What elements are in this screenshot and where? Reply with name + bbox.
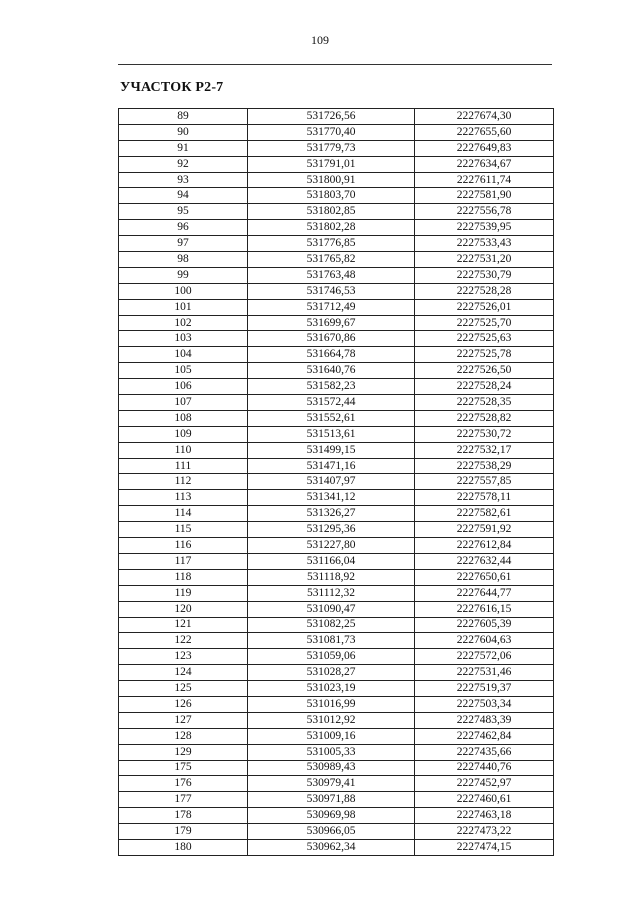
table-row (119, 792, 554, 808)
point-number-cell: 126 (119, 696, 248, 712)
x-coordinate-cell: 531800,91 (248, 172, 415, 188)
point-number-cell: 96 (119, 220, 248, 236)
x-coordinate-cell: 531471,16 (248, 458, 415, 474)
x-coordinate-cell: 531341,12 (248, 490, 415, 506)
point-number-cell: 106 (119, 379, 248, 395)
table-row (119, 188, 554, 204)
y-coordinate-cell: 2227530,79 (415, 267, 554, 283)
y-coordinate-cell: 2227528,28 (415, 283, 554, 299)
x-coordinate-cell: 531023,19 (248, 681, 415, 697)
table-row (119, 522, 554, 538)
y-coordinate-cell: 2227591,92 (415, 522, 554, 538)
table-row (119, 506, 554, 522)
point-number-cell: 129 (119, 744, 248, 760)
table-row (119, 744, 554, 760)
y-coordinate-cell: 2227581,90 (415, 188, 554, 204)
point-number-cell: 98 (119, 252, 248, 268)
x-coordinate-cell: 530971,88 (248, 792, 415, 808)
x-coordinate-cell: 531118,92 (248, 569, 415, 585)
table-row (119, 267, 554, 283)
table-row (119, 109, 554, 125)
y-coordinate-cell: 2227519,37 (415, 681, 554, 697)
point-number-cell: 94 (119, 188, 248, 204)
point-number-cell: 121 (119, 617, 248, 633)
table-row (119, 220, 554, 236)
point-number-cell: 109 (119, 426, 248, 442)
x-coordinate-cell: 530966,05 (248, 824, 415, 840)
table-row (119, 490, 554, 506)
point-number-cell: 125 (119, 681, 248, 697)
y-coordinate-cell: 2227605,39 (415, 617, 554, 633)
point-number-cell: 179 (119, 824, 248, 840)
table-row (119, 728, 554, 744)
y-coordinate-cell: 2227525,70 (415, 315, 554, 331)
x-coordinate-cell: 530979,41 (248, 776, 415, 792)
table-row (119, 410, 554, 426)
section-title: УЧАСТОК Р2-7 (120, 80, 224, 95)
y-coordinate-cell: 2227460,61 (415, 792, 554, 808)
point-number-cell: 116 (119, 538, 248, 554)
y-coordinate-cell: 2227612,84 (415, 538, 554, 554)
point-number-cell: 123 (119, 649, 248, 665)
y-coordinate-cell: 2227452,97 (415, 776, 554, 792)
x-coordinate-cell: 531582,23 (248, 379, 415, 395)
table-row (119, 140, 554, 156)
y-coordinate-cell: 2227528,35 (415, 395, 554, 411)
table-row (119, 172, 554, 188)
point-number-cell: 176 (119, 776, 248, 792)
point-number-cell: 102 (119, 315, 248, 331)
x-coordinate-cell: 531640,76 (248, 363, 415, 379)
table-row (119, 395, 554, 411)
x-coordinate-cell: 531791,01 (248, 156, 415, 172)
x-coordinate-cell: 531726,56 (248, 109, 415, 125)
y-coordinate-cell: 2227440,76 (415, 760, 554, 776)
point-number-cell: 115 (119, 522, 248, 538)
table-row (119, 712, 554, 728)
y-coordinate-cell: 2227578,11 (415, 490, 554, 506)
y-coordinate-cell: 2227644,77 (415, 585, 554, 601)
point-number-cell: 177 (119, 792, 248, 808)
y-coordinate-cell: 2227526,50 (415, 363, 554, 379)
y-coordinate-cell: 2227473,22 (415, 824, 554, 840)
y-coordinate-cell: 2227611,74 (415, 172, 554, 188)
point-number-cell: 99 (119, 267, 248, 283)
y-coordinate-cell: 2227655,60 (415, 124, 554, 140)
y-coordinate-cell: 2227474,15 (415, 839, 554, 855)
point-number-cell: 128 (119, 728, 248, 744)
table-row (119, 283, 554, 299)
x-coordinate-cell: 531763,48 (248, 267, 415, 283)
x-coordinate-cell: 531802,85 (248, 204, 415, 220)
y-coordinate-cell: 2227649,83 (415, 140, 554, 156)
point-number-cell: 97 (119, 236, 248, 252)
x-coordinate-cell: 531770,40 (248, 124, 415, 140)
point-number-cell: 107 (119, 395, 248, 411)
x-coordinate-cell: 531005,33 (248, 744, 415, 760)
y-coordinate-cell: 2227582,61 (415, 506, 554, 522)
table-row (119, 776, 554, 792)
table-row (119, 204, 554, 220)
x-coordinate-cell: 531779,73 (248, 140, 415, 156)
point-number-cell: 175 (119, 760, 248, 776)
table-row (119, 617, 554, 633)
point-number-cell: 108 (119, 410, 248, 426)
x-coordinate-cell: 531572,44 (248, 395, 415, 411)
x-coordinate-cell: 531295,36 (248, 522, 415, 538)
table-row (119, 824, 554, 840)
table-row (119, 569, 554, 585)
y-coordinate-cell: 2227525,78 (415, 347, 554, 363)
table-row (119, 808, 554, 824)
x-coordinate-cell: 531746,53 (248, 283, 415, 299)
point-number-cell: 120 (119, 601, 248, 617)
point-number-cell: 89 (119, 109, 248, 125)
y-coordinate-cell: 2227528,82 (415, 410, 554, 426)
x-coordinate-cell: 531499,15 (248, 442, 415, 458)
table-row (119, 760, 554, 776)
coordinates-table-body (119, 109, 554, 856)
x-coordinate-cell: 531059,06 (248, 649, 415, 665)
point-number-cell: 91 (119, 140, 248, 156)
y-coordinate-cell: 2227650,61 (415, 569, 554, 585)
table-row (119, 299, 554, 315)
x-coordinate-cell: 531776,85 (248, 236, 415, 252)
y-coordinate-cell: 2227483,39 (415, 712, 554, 728)
point-number-cell: 178 (119, 808, 248, 824)
x-coordinate-cell: 531082,25 (248, 617, 415, 633)
y-coordinate-cell: 2227533,43 (415, 236, 554, 252)
point-number-cell: 101 (119, 299, 248, 315)
point-number-cell: 124 (119, 665, 248, 681)
table-row (119, 585, 554, 601)
x-coordinate-cell: 531227,80 (248, 538, 415, 554)
x-coordinate-cell: 531803,70 (248, 188, 415, 204)
x-coordinate-cell: 531765,82 (248, 252, 415, 268)
y-coordinate-cell: 2227528,24 (415, 379, 554, 395)
point-number-cell: 100 (119, 283, 248, 299)
table-row (119, 315, 554, 331)
y-coordinate-cell: 2227634,67 (415, 156, 554, 172)
table-row (119, 442, 554, 458)
table-row (119, 553, 554, 569)
y-coordinate-cell: 2227604,63 (415, 633, 554, 649)
x-coordinate-cell: 531090,47 (248, 601, 415, 617)
table-row (119, 236, 554, 252)
table-row (119, 649, 554, 665)
table-row (119, 363, 554, 379)
y-coordinate-cell: 2227538,29 (415, 458, 554, 474)
y-coordinate-cell: 2227632,44 (415, 553, 554, 569)
table-row (119, 252, 554, 268)
table-row (119, 474, 554, 490)
table-row (119, 347, 554, 363)
x-coordinate-cell: 530969,98 (248, 808, 415, 824)
point-number-cell: 112 (119, 474, 248, 490)
point-number-cell: 110 (119, 442, 248, 458)
y-coordinate-cell: 2227530,72 (415, 426, 554, 442)
point-number-cell: 127 (119, 712, 248, 728)
point-number-cell: 118 (119, 569, 248, 585)
y-coordinate-cell: 2227531,46 (415, 665, 554, 681)
point-number-cell: 119 (119, 585, 248, 601)
point-number-cell: 180 (119, 839, 248, 855)
x-coordinate-cell: 531513,61 (248, 426, 415, 442)
table-row (119, 601, 554, 617)
page-number: 109 (311, 33, 329, 47)
y-coordinate-cell: 2227462,84 (415, 728, 554, 744)
table-row (119, 665, 554, 681)
x-coordinate-cell: 531699,67 (248, 315, 415, 331)
point-number-cell: 113 (119, 490, 248, 506)
x-coordinate-cell: 531012,92 (248, 712, 415, 728)
y-coordinate-cell: 2227435,66 (415, 744, 554, 760)
y-coordinate-cell: 2227503,34 (415, 696, 554, 712)
coordinates-table (118, 108, 554, 856)
x-coordinate-cell: 531552,61 (248, 410, 415, 426)
y-coordinate-cell: 2227531,20 (415, 252, 554, 268)
x-coordinate-cell: 531802,28 (248, 220, 415, 236)
table-row (119, 331, 554, 347)
y-coordinate-cell: 2227525,63 (415, 331, 554, 347)
y-coordinate-cell: 2227463,18 (415, 808, 554, 824)
point-number-cell: 95 (119, 204, 248, 220)
table-row (119, 839, 554, 855)
x-coordinate-cell: 531407,97 (248, 474, 415, 490)
table-row (119, 156, 554, 172)
table-row (119, 124, 554, 140)
table-row (119, 538, 554, 554)
x-coordinate-cell: 531081,73 (248, 633, 415, 649)
y-coordinate-cell: 2227572,06 (415, 649, 554, 665)
x-coordinate-cell: 531009,16 (248, 728, 415, 744)
y-coordinate-cell: 2227532,17 (415, 442, 554, 458)
x-coordinate-cell: 530962,34 (248, 839, 415, 855)
y-coordinate-cell: 2227556,78 (415, 204, 554, 220)
point-number-cell: 90 (119, 124, 248, 140)
y-coordinate-cell: 2227616,15 (415, 601, 554, 617)
y-coordinate-cell: 2227526,01 (415, 299, 554, 315)
x-coordinate-cell: 531664,78 (248, 347, 415, 363)
table-row (119, 426, 554, 442)
x-coordinate-cell: 531712,49 (248, 299, 415, 315)
x-coordinate-cell: 531670,86 (248, 331, 415, 347)
point-number-cell: 111 (119, 458, 248, 474)
y-coordinate-cell: 2227539,95 (415, 220, 554, 236)
x-coordinate-cell: 531166,04 (248, 553, 415, 569)
x-coordinate-cell: 530989,43 (248, 760, 415, 776)
table-row (119, 696, 554, 712)
x-coordinate-cell: 531028,27 (248, 665, 415, 681)
point-number-cell: 103 (119, 331, 248, 347)
point-number-cell: 104 (119, 347, 248, 363)
point-number-cell: 93 (119, 172, 248, 188)
table-row (119, 681, 554, 697)
point-number-cell: 114 (119, 506, 248, 522)
y-coordinate-cell: 2227674,30 (415, 109, 554, 125)
point-number-cell: 117 (119, 553, 248, 569)
table-row (119, 458, 554, 474)
table-row (119, 379, 554, 395)
x-coordinate-cell: 531112,32 (248, 585, 415, 601)
table-row (119, 633, 554, 649)
point-number-cell: 92 (119, 156, 248, 172)
x-coordinate-cell: 531326,27 (248, 506, 415, 522)
point-number-cell: 105 (119, 363, 248, 379)
x-coordinate-cell: 531016,99 (248, 696, 415, 712)
point-number-cell: 122 (119, 633, 248, 649)
y-coordinate-cell: 2227557,85 (415, 474, 554, 490)
header-rule (118, 64, 552, 65)
